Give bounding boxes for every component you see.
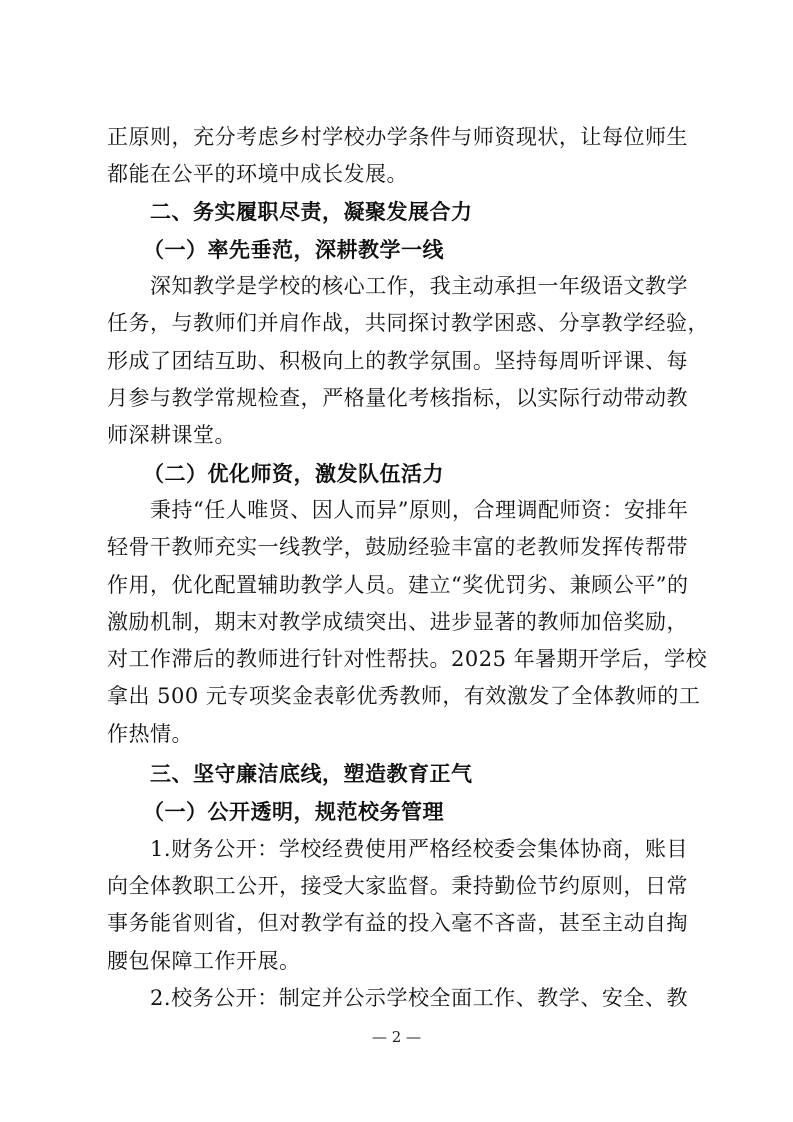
subsection-heading: （一）公开透明，规范校务管理 bbox=[143, 799, 444, 825]
page-number: — 2 — bbox=[371, 1028, 422, 1046]
paragraph-line: 正原则，充分考虑乡村学校办学条件与师资现状，让每位师生 bbox=[107, 125, 688, 149]
document-body bbox=[107, 119, 709, 1017]
section-heading: 二、务实履职尽责，凝聚发展合力 bbox=[150, 199, 473, 224]
section-heading: 三、坚守廉洁底线，塑造教育正气 bbox=[150, 762, 473, 787]
paragraph-line: 秉持“任人唯贤、因人而异”原则，合理调配师资：安排年 bbox=[150, 497, 689, 522]
subsection-heading: （二）优化师资，激发队伍活力 bbox=[143, 460, 444, 486]
paragraph-line: 对工作滞后的教师进行针对性帮扶。2025 年暑期开学后，学校 bbox=[107, 647, 708, 672]
paragraph-line: 2.校务公开：制定并公示学校全面工作、教学、安全、教 bbox=[150, 985, 688, 1010]
paragraph-line: 1.财务公开：学校经费使用严格经校委会集体协商，账目 bbox=[150, 836, 688, 861]
paragraph-line: 形成了团结互助、积极向上的教学氛围。坚持每周听评课、每 bbox=[107, 348, 688, 373]
paragraph-line: 轻骨干教师充实一线教学，鼓励经验丰富的老教师发挥传帮带 bbox=[107, 535, 688, 560]
paragraph-line: 事务能省则省，但对教学有益的投入毫不吝啬，甚至主动自掏 bbox=[107, 911, 688, 936]
paragraph-line: 都能在公平的环境中成长发展。 bbox=[107, 162, 408, 187]
paragraph-line: 向全体教职工公开，接受大家监督。秉持勤俭节约原则，日常 bbox=[107, 873, 688, 898]
paragraph-line: 任务，与教师们并肩作战，共同探讨教学困惑、分享教学经验， bbox=[107, 311, 709, 336]
paragraph-line: 师深耕课堂。 bbox=[107, 423, 236, 448]
paragraph-line: 深知教学是学校的核心工作，我主动承担一年级语文教学 bbox=[150, 274, 688, 299]
paragraph-line: 拿出 500 元专项奖金表彰优秀教师，有效激发了全体教师的工 bbox=[107, 684, 701, 709]
paragraph-line: 作热情。 bbox=[107, 721, 193, 746]
paragraph-line: 激励机制，期末对教学成绩突出、进步显著的教师加倍奖励， bbox=[107, 609, 688, 634]
paragraph-line: 月参与教学常规检查，严格量化考核指标，以实际行动带动教 bbox=[107, 386, 688, 411]
subsection-heading: （一）率先垂范，深耕教学一线 bbox=[143, 236, 444, 262]
paragraph-line: 腰包保障工作开展。 bbox=[107, 948, 301, 973]
paragraph-line: 作用，优化配置辅助教学人员。建立“奖优罚劣、兼顾公平”的 bbox=[107, 572, 689, 597]
